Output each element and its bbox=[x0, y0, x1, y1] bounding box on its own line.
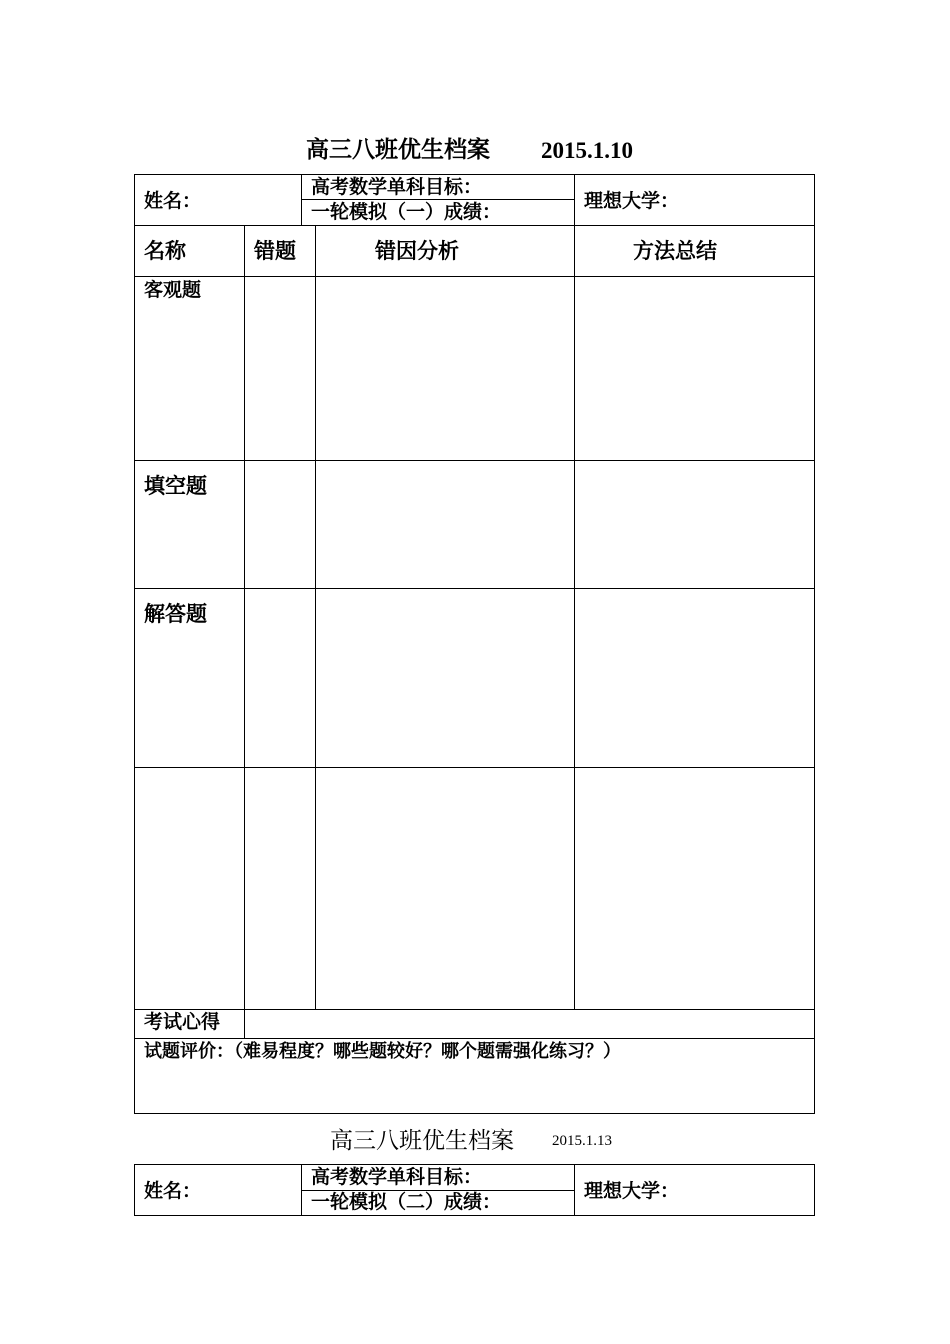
sheet2-date: 2015.1.13 bbox=[552, 1133, 612, 1149]
sheet2-target-label: 高考数学单科目标： bbox=[311, 1166, 483, 1188]
sheet1-title: 高三八班优生档案 bbox=[306, 136, 490, 163]
col-header-method-summary: 方法总结 bbox=[633, 238, 717, 263]
sheet1-target-label: 高考数学单科目标： bbox=[311, 176, 483, 198]
fill-blank-analysis-cell[interactable] bbox=[316, 461, 574, 588]
solution-wrong-cell[interactable] bbox=[245, 589, 314, 767]
sheet1-university-label: 理想大学： bbox=[584, 190, 680, 212]
solution-analysis-cell[interactable] bbox=[316, 589, 574, 767]
sheet1-date: 2015.1.10 bbox=[541, 138, 633, 163]
sheet2-title: 高三八班优生档案 bbox=[330, 1128, 514, 1154]
col-header-wrong-questions: 错题 bbox=[254, 238, 296, 263]
objective-wrong-cell[interactable] bbox=[245, 277, 314, 460]
sheet2-exam-label: 一轮模拟（二）成绩： bbox=[311, 1191, 502, 1213]
sheet1-exam-label: 一轮模拟（一）成绩： bbox=[311, 201, 502, 223]
reflection-label: 考试心得 bbox=[144, 1011, 221, 1033]
col-header-error-analysis: 错因分析 bbox=[375, 238, 459, 263]
fill-blank-method-cell[interactable] bbox=[575, 461, 814, 588]
objective-analysis-cell[interactable] bbox=[316, 277, 574, 460]
sheet1-name-label: 姓名： bbox=[144, 190, 202, 212]
evaluation-label: 试题评价：（难易程度？哪些题较好？哪个题需强化练习？） bbox=[144, 1041, 621, 1062]
sheet2-name-label: 姓名： bbox=[144, 1180, 202, 1202]
reflection-cell[interactable] bbox=[245, 1010, 814, 1038]
row-label-fill-blank: 填空题 bbox=[144, 473, 207, 498]
row-label-objective: 客观题 bbox=[144, 279, 202, 301]
row-label-solution: 解答题 bbox=[144, 601, 207, 626]
solution-method-cell[interactable] bbox=[575, 589, 814, 767]
fill-blank-wrong-cell[interactable] bbox=[245, 461, 314, 588]
objective-method-cell[interactable] bbox=[575, 277, 814, 460]
col-header-name: 名称 bbox=[144, 238, 186, 263]
sheet2-university-label: 理想大学： bbox=[584, 1180, 680, 1202]
